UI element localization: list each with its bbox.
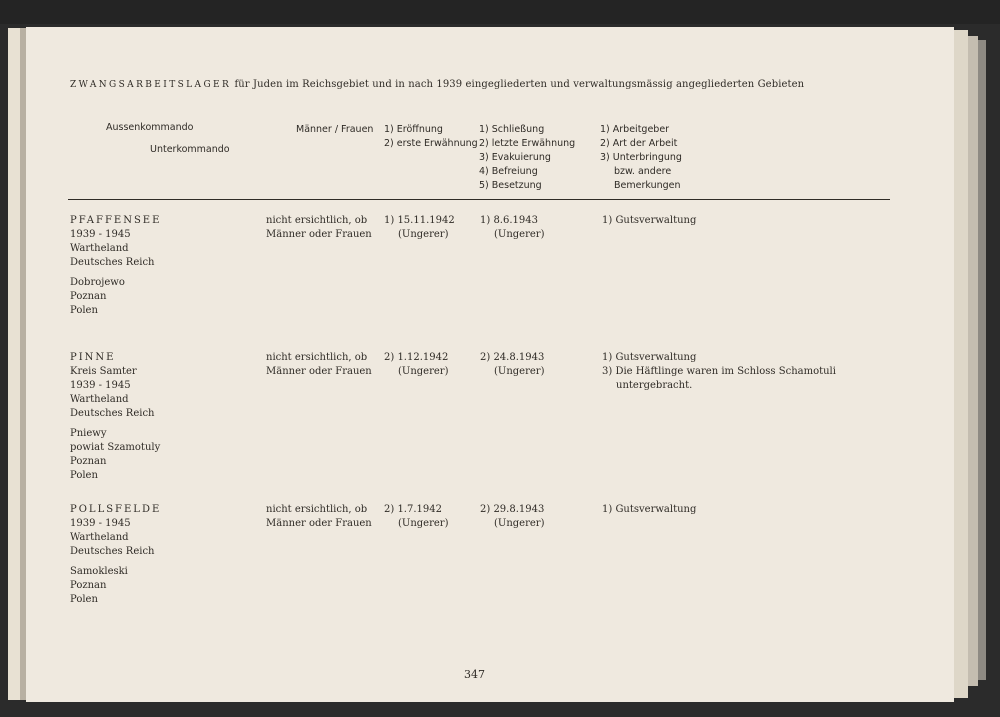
source-line: (Ungerer)	[494, 366, 545, 377]
header-line: 3) Evakuierung	[479, 152, 551, 163]
gender-line: nicht ersichtlich, ob	[266, 504, 368, 515]
alt-place-line: Polen	[70, 594, 98, 605]
gender-line: nicht ersichtlich, ob	[266, 352, 368, 363]
row-pinne-close	[480, 351, 544, 379]
date-line: 2) 24.8.1943	[480, 352, 545, 363]
row-pfaffensee-remarks	[602, 214, 696, 228]
row-pinne-gender	[266, 351, 372, 379]
place-line: Wartheland	[70, 532, 129, 543]
scanner-background	[0, 0, 1000, 24]
place-line: Kreis Samter	[70, 366, 137, 377]
gender-line: Männer oder Frauen	[266, 518, 372, 529]
alt-place-line: Poznan	[70, 456, 107, 467]
alt-place-line: powiat Szamotuly	[70, 442, 161, 453]
header-schliessung	[479, 123, 575, 193]
header-line: 3) Unterbringung	[600, 152, 682, 163]
row-pinne-open	[384, 351, 448, 379]
source-line: (Ungerer)	[398, 518, 449, 529]
header-line: 5) Besetzung	[479, 180, 542, 191]
row-pfaffensee-location	[70, 214, 161, 318]
header-line: 1) Arbeitgeber	[600, 124, 670, 135]
book-cover-edge	[978, 40, 986, 680]
camp-name: PFAFFENSEE	[70, 215, 162, 226]
camp-name: PINNE	[70, 352, 116, 363]
remark-line: untergebracht.	[616, 380, 693, 391]
place-line: Deutsches Reich	[70, 546, 155, 557]
date-line: 1) 8.6.1943	[480, 215, 538, 226]
header-line: Bemerkungen	[614, 180, 681, 191]
header-line: bzw. andere	[614, 166, 672, 177]
alt-place-line: Pniewy	[70, 428, 107, 439]
place-line: Deutsches Reich	[70, 257, 155, 268]
place-line: Deutsches Reich	[70, 408, 155, 419]
gender-line: Männer oder Frauen	[266, 229, 372, 240]
alt-place-line: Poznan	[70, 580, 107, 591]
source-line: (Ungerer)	[398, 229, 449, 240]
place-line: 1939 - 1945	[70, 229, 131, 240]
page-title	[70, 79, 930, 90]
row-pfaffensee-open	[384, 214, 455, 242]
gender-line: Männer oder Frauen	[266, 366, 372, 377]
header-rule	[68, 199, 890, 200]
header-unterkommando: Unterkommando	[150, 144, 230, 155]
place-line: 1939 - 1945	[70, 380, 131, 391]
remark-line: 1) Gutsverwaltung	[602, 504, 697, 515]
date-line: 2) 29.8.1943	[480, 504, 545, 515]
title-rest: für Juden im Reichsgebiet und in nach 1939 eingegliederten und verwaltungsmässig angegliederten Gebieten	[234, 79, 805, 90]
alt-place-line: Samokleski	[70, 566, 128, 577]
header-arbeitgeber	[600, 123, 682, 193]
row-pinne-remarks	[602, 351, 836, 393]
alt-place-line: Polen	[70, 470, 98, 481]
row-pollsfelde-close	[480, 503, 544, 531]
header-aussenkommando: Aussenkommando	[106, 122, 194, 133]
place-line: Wartheland	[70, 394, 129, 405]
row-pollsfelde-open	[384, 503, 448, 531]
header-maenner-frauen: Männer / Frauen	[296, 124, 374, 135]
source-line: (Ungerer)	[494, 518, 545, 529]
source-line: (Ungerer)	[494, 229, 545, 240]
row-pfaffensee-close	[480, 214, 544, 242]
remark-line: 1) Gutsverwaltung	[602, 215, 697, 226]
alt-place-line: Poznan	[70, 291, 107, 302]
date-line: 2) 1.12.1942	[384, 352, 449, 363]
camp-name: POLLSFELDE	[70, 504, 162, 515]
header-line: 1) Eröffnung	[384, 124, 443, 135]
alt-place-line: Polen	[70, 305, 98, 316]
alt-place-line: Dobrojewo	[70, 277, 125, 288]
row-pollsfelde-location	[70, 503, 161, 607]
date-line: 1) 15.11.1942	[384, 215, 455, 226]
page-number: 347	[464, 668, 485, 681]
book-page	[26, 27, 954, 702]
header-line: 2) erste Erwähnung	[384, 138, 478, 149]
header-line: 2) letzte Erwähnung	[479, 138, 576, 149]
gender-line: nicht ersichtlich, ob	[266, 215, 368, 226]
row-pollsfelde-gender	[266, 503, 372, 531]
place-line: 1939 - 1945	[70, 518, 131, 529]
place-line: Wartheland	[70, 243, 129, 254]
row-pinne-location	[70, 351, 160, 483]
header-eroeffnung	[384, 123, 478, 151]
remark-line: 3) Die Häftlinge waren im Schloss Schamotuli	[602, 366, 836, 377]
row-pfaffensee-gender	[266, 214, 372, 242]
page-stack-edge	[968, 36, 978, 686]
header-line: 1) Schließung	[479, 124, 545, 135]
date-line: 2) 1.7.1942	[384, 504, 442, 515]
remark-line: 1) Gutsverwaltung	[602, 352, 697, 363]
header-line: 4) Befreiung	[479, 166, 538, 177]
source-line: (Ungerer)	[398, 366, 449, 377]
row-pollsfelde-remarks	[602, 503, 696, 517]
header-line: 2) Art der Arbeit	[600, 138, 678, 149]
title-caps: ZWANGSARBEITSLAGER	[70, 80, 232, 90]
